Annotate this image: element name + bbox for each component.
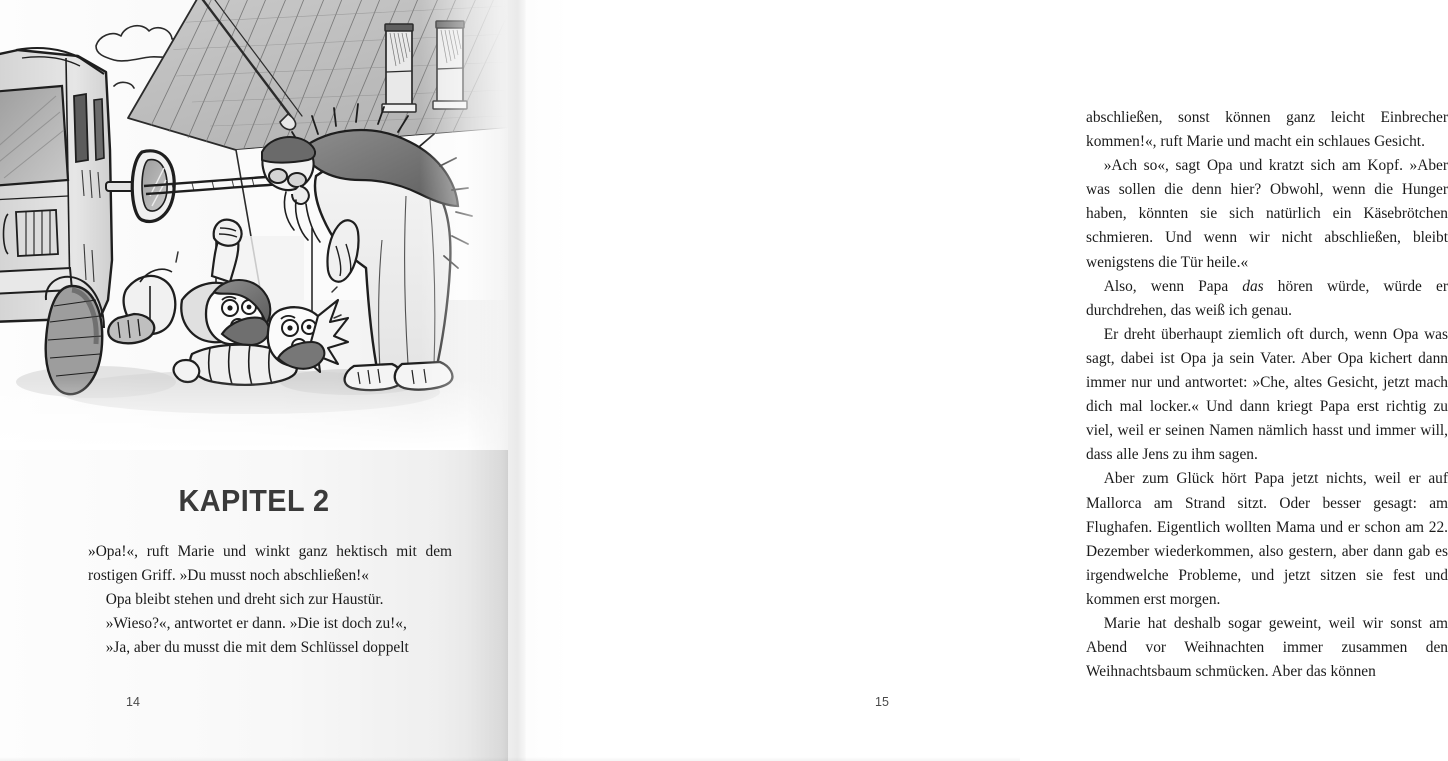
paragraph-with-emphasis: [1086, 275, 1448, 323]
page-number-right: 15: [875, 695, 889, 709]
van: [0, 48, 112, 394]
left-page-body-text: [88, 540, 452, 660]
paragraph: »Ja, aber du musst die mit dem Schlüssel doppelt: [105, 639, 409, 657]
right-page: [508, 0, 1448, 761]
left-page: [0, 0, 508, 761]
side-mirror-icon: [106, 151, 174, 222]
right-page-body-text: [1086, 106, 1448, 684]
page-edge-right: [508, 757, 1020, 761]
paragraph: »Opa!«, ruft Marie und winkt ganz hektisch mit dem rostigen Griff. »Du musst noch abschließen!«: [88, 543, 452, 585]
illustration-drawing: [0, 0, 508, 450]
paragraph: abschließen, sonst können ganz leicht Einbrecher kommen!«, ruft Marie und macht ein schlaues Gesicht.: [1086, 109, 1448, 151]
page-number-left: 14: [126, 695, 140, 709]
paragraph: Aber zum Glück hört Papa jetzt nichts, weil er auf Mallorca am Strand sitzt. Oder besser gesagt: am Flughafen. Eigentlich wollten Mama und er schon am 22. Dezember wiederkommen, also gestern, aber dann gab es irgendwelche Probleme, und jetzt sitzen sie fest und kommen erst morgen.: [1086, 470, 1448, 608]
text-before-emphasis: Also, wenn Papa: [1103, 277, 1243, 295]
chapter-heading: KAPITEL 2: [178, 482, 330, 518]
paragraph: Marie hat deshalb sogar geweint, weil wir sonst am Abend vor Weihnachten immer zusammen den Weihnachtsbaum schmücken. Aber das können: [1086, 614, 1448, 681]
paragraph: Opa bleibt stehen und dreht sich zur Haustür.: [105, 591, 384, 609]
text-after-emphasis: hören würde, würde er durchdrehen, das weiß ich genau.: [1086, 277, 1448, 319]
chapter-illustration: [0, 0, 508, 450]
page-edge-left: [0, 757, 508, 761]
window-one: [382, 24, 416, 112]
paragraph: »Wieso?«, antwortet er dann. »Die ist doch zu!«,: [105, 615, 407, 633]
emphasized-word: das: [1242, 277, 1264, 295]
paragraph: »Ach so«, sagt Opa und kratzt sich am Kopf. »Aber was sollen die denn hier? Obwohl, wenn die Hunger haben, könnten sie sich natürlich ein Käsebrötchen schmieren. Und wenn wir nicht abschließen, bleibt wenigstens die Tür heile.«: [1086, 157, 1448, 271]
paragraph: Er dreht überhaupt ziemlich oft durch, wenn Opa was sagt, dabei ist Opa ja sein Vater. Aber Opa kichert dann immer nur und antwortet: »Che, altes Gesicht, jetzt mach dich mal locker.« Und dann kriegt Papa erst richtig zu viel, weil er seinen Namen nämlich hasst und immer will, dass alle Jens zu ihm sagen.: [1086, 325, 1448, 464]
